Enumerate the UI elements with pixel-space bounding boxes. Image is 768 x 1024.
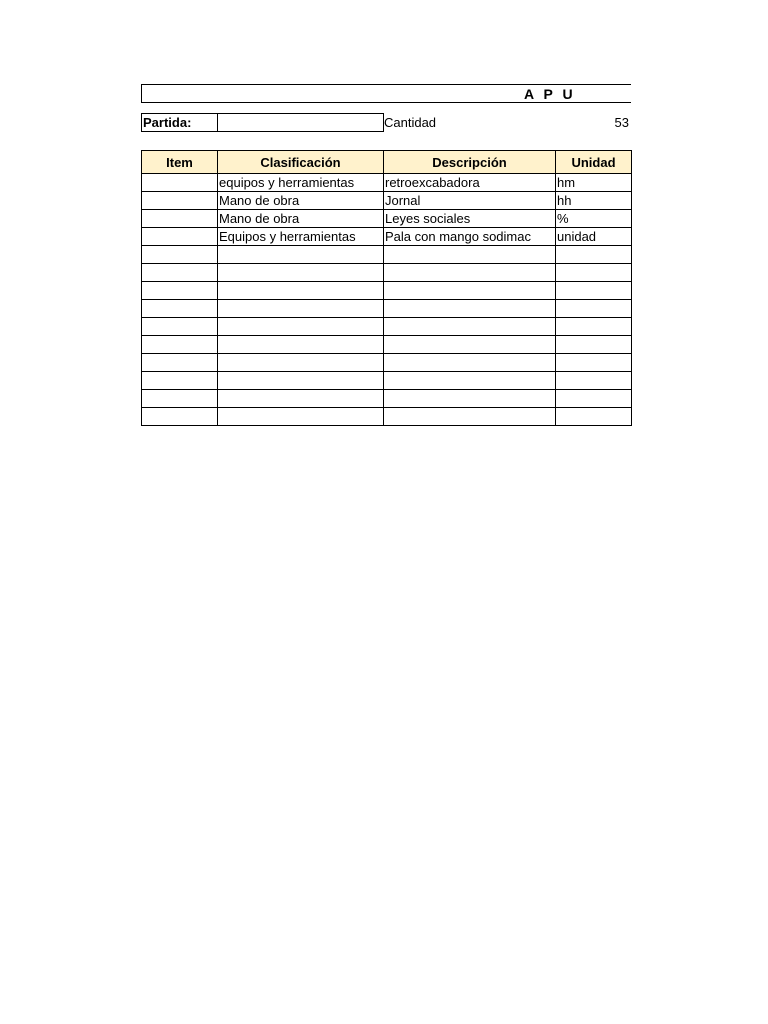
partida-label: Partida: [141, 113, 218, 132]
clasificacion-cell[interactable] [218, 300, 384, 318]
item-cell[interactable] [142, 354, 218, 372]
clasificacion-cell[interactable]: Mano de obra [218, 192, 384, 210]
descripcion-cell[interactable]: Pala con mango sodimac [384, 228, 556, 246]
title-bar [141, 84, 631, 103]
table-row [142, 264, 632, 282]
table-row [142, 408, 632, 426]
table-row [142, 336, 632, 354]
item-cell[interactable] [142, 318, 218, 336]
unidad-cell[interactable] [556, 282, 632, 300]
clasificacion-cell[interactable] [218, 336, 384, 354]
item-cell[interactable] [142, 336, 218, 354]
item-cell[interactable] [142, 246, 218, 264]
item-cell[interactable] [142, 282, 218, 300]
table-row [142, 192, 632, 210]
sheet-title: A P U [524, 86, 576, 102]
unidad-cell[interactable] [556, 354, 632, 372]
table-body [142, 174, 632, 426]
table-row [142, 228, 632, 246]
unidad-cell[interactable]: unidad [556, 228, 632, 246]
clasificacion-cell[interactable]: Equipos y herramientas [218, 228, 384, 246]
item-cell[interactable] [142, 228, 218, 246]
item-cell[interactable] [142, 300, 218, 318]
descripcion-cell[interactable] [384, 264, 556, 282]
unidad-cell[interactable] [556, 408, 632, 426]
item-cell[interactable] [142, 210, 218, 228]
unidad-cell[interactable] [556, 246, 632, 264]
descripcion-cell[interactable] [384, 336, 556, 354]
descripcion-cell[interactable] [384, 408, 556, 426]
table-row [142, 246, 632, 264]
table-row [142, 354, 632, 372]
descripcion-cell[interactable] [384, 282, 556, 300]
descripcion-cell[interactable] [384, 372, 556, 390]
descripcion-cell[interactable] [384, 354, 556, 372]
descripcion-cell[interactable]: retroexcabadora [384, 174, 556, 192]
clasificacion-cell[interactable]: Mano de obra [218, 210, 384, 228]
clasificacion-cell[interactable] [218, 264, 384, 282]
table-row [142, 282, 632, 300]
clasificacion-cell[interactable] [218, 318, 384, 336]
table-header-row [142, 151, 632, 174]
table-row [142, 318, 632, 336]
unidad-cell[interactable] [556, 264, 632, 282]
item-cell[interactable] [142, 174, 218, 192]
unidad-cell[interactable] [556, 336, 632, 354]
clasificacion-cell[interactable] [218, 390, 384, 408]
clasificacion-cell[interactable] [218, 354, 384, 372]
clasificacion-cell[interactable]: equipos y herramientas [218, 174, 384, 192]
header-descripcion: Descripción [384, 151, 556, 174]
clasificacion-cell[interactable] [218, 408, 384, 426]
descripcion-cell[interactable] [384, 390, 556, 408]
item-cell[interactable] [142, 408, 218, 426]
item-cell[interactable] [142, 192, 218, 210]
table-row [142, 210, 632, 228]
cantidad-label: Cantidad [384, 115, 437, 130]
unidad-cell[interactable]: hh [556, 192, 632, 210]
table-row [142, 372, 632, 390]
unidad-cell[interactable]: hm [556, 174, 632, 192]
item-cell[interactable] [142, 390, 218, 408]
clasificacion-cell[interactable] [218, 246, 384, 264]
table-row [142, 300, 632, 318]
descripcion-cell[interactable]: Leyes sociales [384, 210, 556, 228]
unidad-cell[interactable] [556, 318, 632, 336]
item-cell[interactable] [142, 372, 218, 390]
unidad-cell[interactable] [556, 300, 632, 318]
header-item: Item [142, 151, 218, 174]
descripcion-cell[interactable]: Jornal [384, 192, 556, 210]
unidad-cell[interactable] [556, 372, 632, 390]
descripcion-cell[interactable] [384, 318, 556, 336]
unidad-cell[interactable]: % [556, 210, 632, 228]
table-row [142, 390, 632, 408]
header-clasificacion: Clasificación [218, 151, 384, 174]
cantidad-value[interactable]: 53 [614, 115, 629, 130]
partida-input[interactable] [217, 113, 384, 132]
table-row [142, 174, 632, 192]
item-cell[interactable] [142, 264, 218, 282]
descripcion-cell[interactable] [384, 246, 556, 264]
apu-table [141, 150, 632, 426]
clasificacion-cell[interactable] [218, 282, 384, 300]
descripcion-cell[interactable] [384, 300, 556, 318]
header-unidad: Unidad [556, 151, 632, 174]
clasificacion-cell[interactable] [218, 372, 384, 390]
unidad-cell[interactable] [556, 390, 632, 408]
